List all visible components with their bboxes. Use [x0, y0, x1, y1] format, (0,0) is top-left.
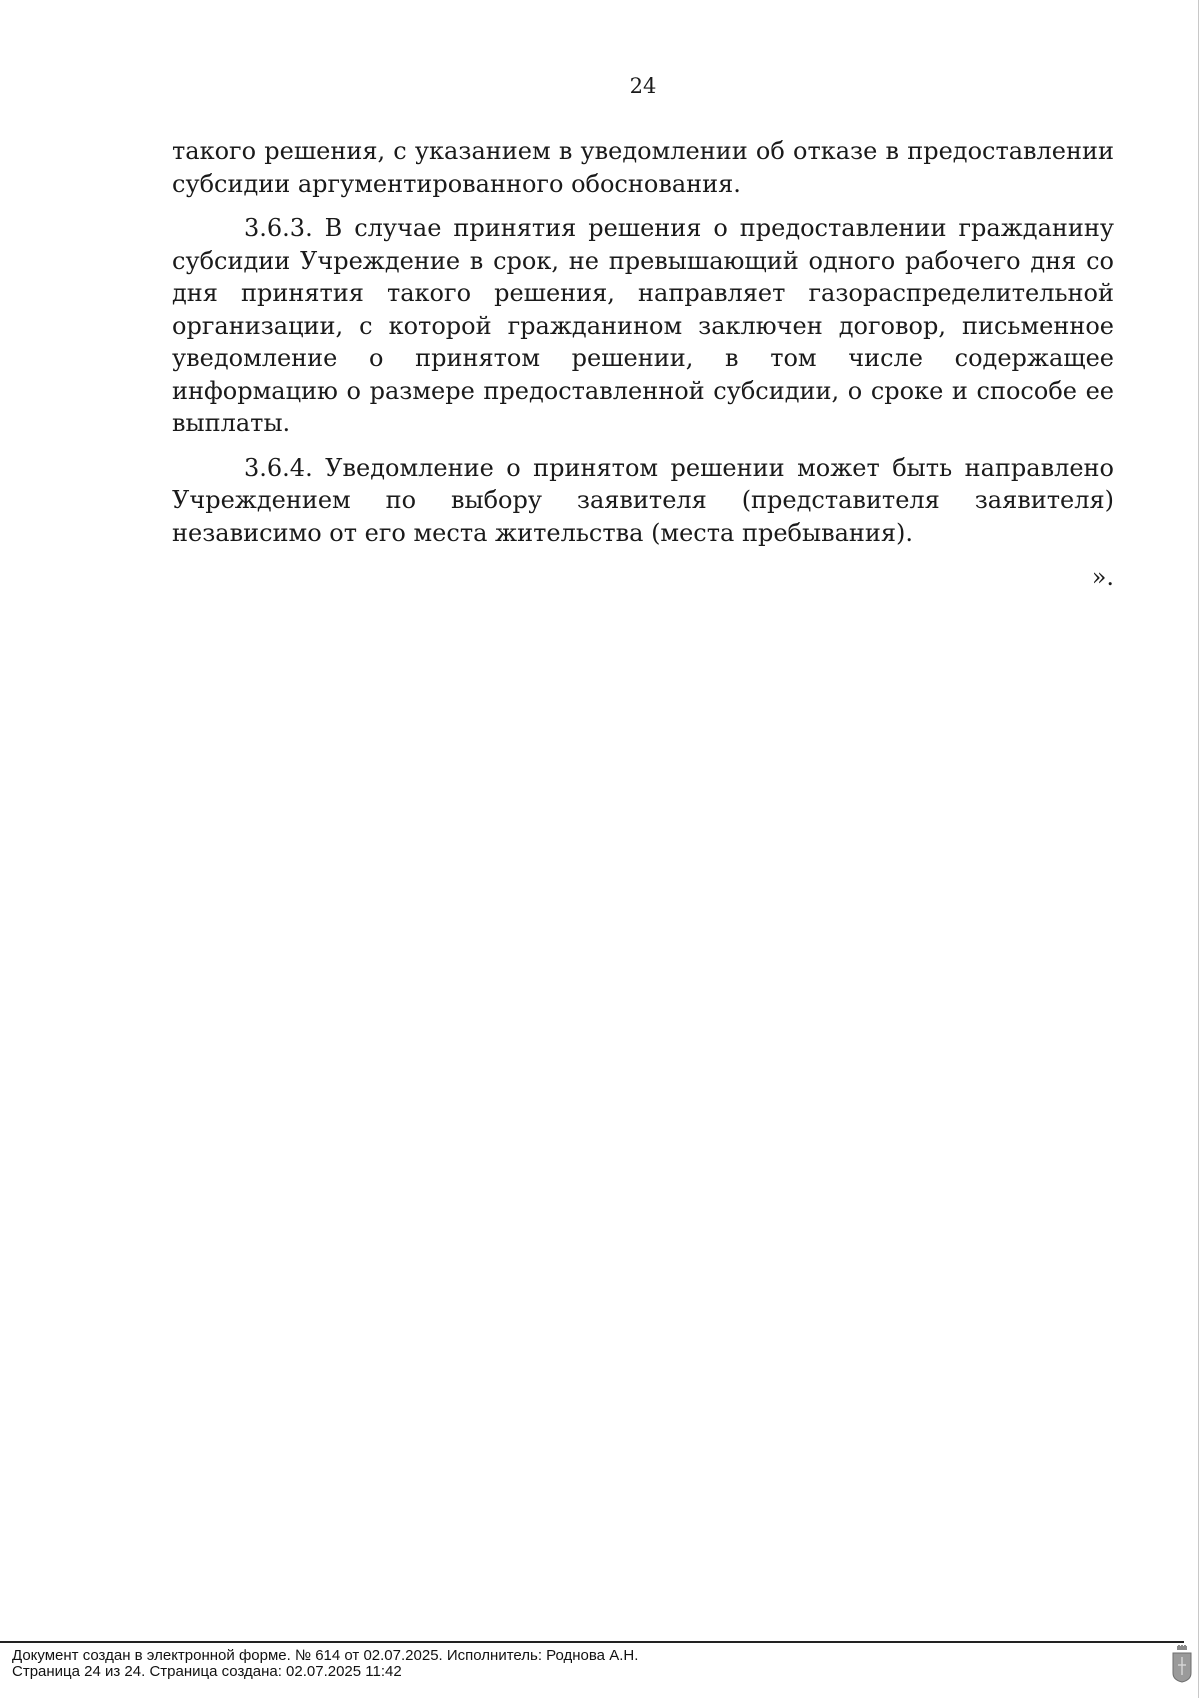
page-number: 24	[629, 74, 657, 98]
paragraph-3-6-4: 3.6.4. Уведомление о принятом решении может быть направлено Учреждением по выбору заявителя (представителя заявителя) независимо от его места жительства (места пребывания).	[172, 453, 1114, 547]
coat-of-arms-icon	[1170, 1645, 1194, 1683]
closing-quote-mark: ».	[1091, 563, 1114, 591]
page-edge	[1198, 0, 1199, 1698]
footer-document-info: Документ создан в электронной форме. № 614 от 02.07.2025. Исполнитель: Роднова А.Н.	[12, 1647, 639, 1664]
paragraph-continuation: такого решения, с указанием в уведомлении об отказе в предоставлении субсидии аргументированного обоснования.	[172, 137, 1114, 198]
footer-page-info: Страница 24 из 24. Страница создана: 02.07.2025 11:42	[12, 1663, 402, 1680]
paragraph-3-6-3: 3.6.3. В случае принятия решения о предоставлении гражданину субсидии Учреждение в срок, не превышающий одного рабочего дня со дня принятия такого решения, направляет газораспределительной организации, с которой гражданином заключен договор, письменное уведомление о принятом решении, в том числе содержащее информацию о размере предоставленной субсидии, о сроке и способе ее выплаты.	[172, 214, 1114, 437]
document-footer	[12, 1648, 638, 1680]
footer-divider	[0, 1641, 1184, 1643]
document-body	[172, 135, 1114, 606]
